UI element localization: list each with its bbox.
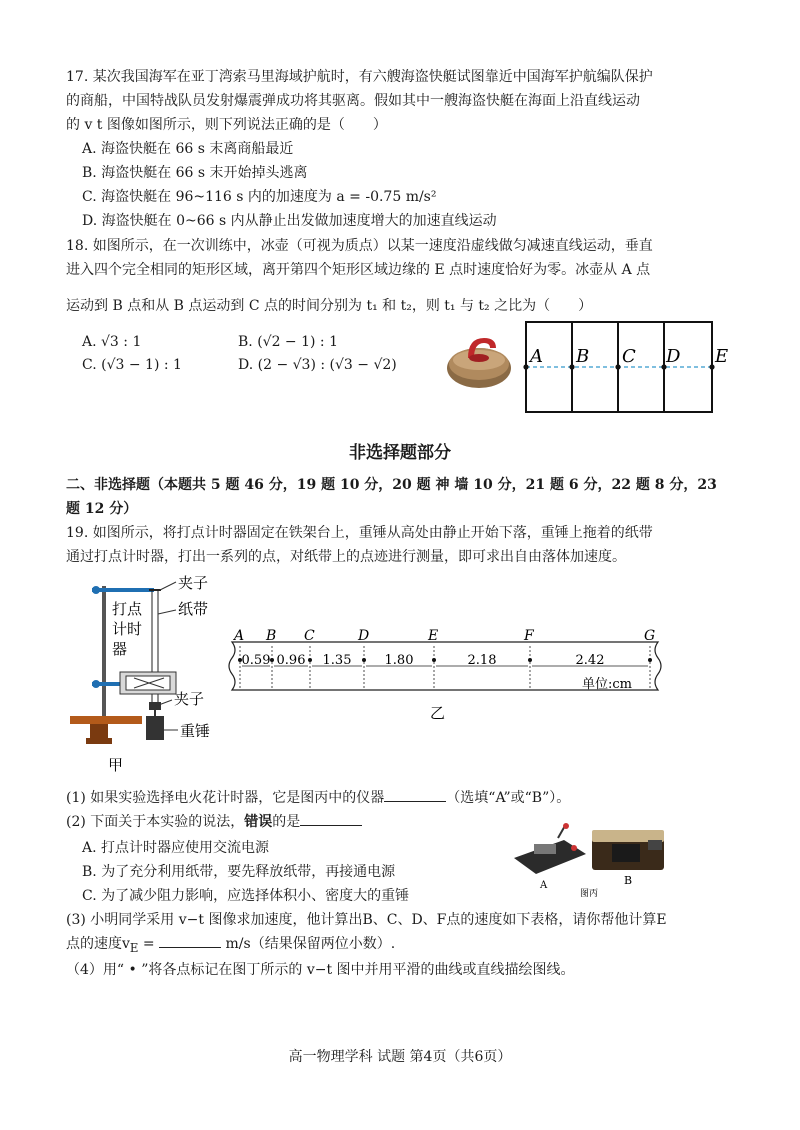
curling-stone-image — [444, 330, 514, 392]
label-tape: 纸带 — [178, 600, 209, 618]
q18-option-b: B. (√2 − 1) : 1 — [238, 334, 339, 350]
timer-label-b: B — [624, 874, 633, 887]
q17-line-2: 的商船，中国特战队员发射爆震弹成功将其驱离。假如其中一艘海盗快艇在海面上沿直线运动 — [66, 93, 640, 109]
q17-option-d: D. 海盗快艇在 0~66 s 内从静止出发做加速度增大的加速直线运动 — [82, 213, 497, 229]
tape-dot — [528, 658, 532, 662]
section-header-line-1: 二、非选择题（本题共 5 题 46 分，19 题 10 分，20 题 神 墙 10 分，21 题 6 分，22 题 8 分，23 — [66, 477, 717, 493]
tape-point-label: A — [234, 628, 245, 644]
label-timer-2: 计时 — [112, 620, 143, 638]
q17-line-3: 的 v t 图像如图所示，则下列说法正确的是（ ） — [66, 117, 387, 133]
q19-part-3-pre: 点的速度v — [66, 936, 130, 952]
q18-line-2: 进入四个完全相同的矩形区域，离开第四个矩形区域边缘的 E 点时速度恰好为零。冰壶从 A 点 — [66, 262, 651, 278]
q18-option-d: D. (2 − √3) : (√3 − √2) — [238, 357, 397, 373]
point-label-b: B — [576, 346, 590, 367]
q19-part-2-option-c: C. 为了减少阻力影响，应选择体积小、密度大的重锤 — [82, 888, 410, 904]
label-timer-1: 打点 — [112, 600, 143, 618]
label-clip-bottom: 夹子 — [174, 690, 205, 708]
q19-part-4: （4）用“ • ”将各点标记在图丁所示的 v−t 图中并用平滑的曲线或直线描绘图线。 — [66, 962, 575, 978]
page-footer: 高一物理学科 试题 第4页（共6页） — [288, 1049, 512, 1065]
q17-option-c: C. 海盗快艇在 96~116 s 内的加速度为 a = -0.75 m/s² — [82, 189, 437, 205]
q19-part-2 — [66, 811, 362, 833]
q19-part-1-blank[interactable] — [384, 787, 446, 802]
caption-yi: 乙 — [430, 704, 446, 722]
q19-part-1 — [66, 787, 570, 809]
tape-distance-label: 0.96 — [276, 653, 306, 668]
tape-unit: 单位:cm — [582, 677, 632, 692]
point-label-e: E — [715, 346, 729, 367]
tape-distance-label: 0.59 — [241, 653, 271, 668]
q19-part-2-option-b: B. 为了充分利用纸带，要先释放纸带，再接通电源 — [82, 864, 396, 880]
q19-part-2-pre: (2) 下面关于本实验的说法， — [66, 814, 245, 830]
figure-jia-apparatus — [64, 574, 234, 780]
caption-jia: 甲 — [108, 756, 124, 774]
q19-part-3-blank[interactable] — [159, 933, 221, 948]
tape-point-label: B — [266, 628, 277, 644]
tape-dot — [432, 658, 436, 662]
q17-option-b: B. 海盗快艇在 66 s 末开始掉头逃离 — [82, 165, 308, 181]
q19-part-2-option-a: A. 打点计时器应使用交流电源 — [82, 840, 270, 856]
section-header-line-2: 题 12 分） — [66, 501, 138, 517]
q19-part-2-blank[interactable] — [300, 811, 362, 826]
label-timer-3: 器 — [112, 640, 128, 658]
q19-part-3-post: m/s（结果保留两位小数）. — [221, 936, 396, 952]
q19-part-3-line-1: (3) 小明同学采用 v−t 图像求加速度，他计算出B、C、D、F点的速度如下表格，请你帮他计算E — [66, 912, 667, 928]
tape-point-label: D — [358, 628, 370, 644]
point-label-a: A — [530, 346, 543, 367]
tape-dot — [648, 658, 652, 662]
q19-intro-2: 通过打点计时器，打出一系列的点，对纸带上的点迹进行测量，即可求出自由落体加速度。 — [66, 549, 626, 565]
q17-option-a: A. 海盗快艇在 66 s 末离商船最近 — [82, 141, 294, 157]
q18-option-a: A. √3 : 1 — [82, 334, 142, 350]
tape-distance-label: 1.80 — [384, 653, 414, 668]
section-title: 非选择题部分 — [349, 443, 451, 463]
q18-line-1: 18. 如图所示，在一次训练中，冰壶（可视为质点）以某一速度沿虚线做匀减速直线运动，垂直 — [66, 238, 653, 254]
q19-part-1-tail: （选填“A”或“B”）。 — [446, 790, 571, 806]
point-label-d: D — [666, 346, 681, 367]
tape-distance-label: 2.18 — [467, 653, 497, 668]
q19-part-2-post: 的是 — [272, 814, 301, 830]
q18-option-c: C. (√3 − 1) : 1 — [82, 357, 182, 373]
tape-distance-label: 2.42 — [575, 653, 605, 668]
q17-line-1: 17. 某次我国海军在亚丁湾索马里海域护航时，有六艘海盗快艇试图靠近中国海军护航编队保护 — [66, 69, 653, 85]
tape-point-label: C — [304, 628, 315, 644]
curling-rect-regions — [520, 318, 740, 418]
tape-distance-label: 1.35 — [322, 653, 352, 668]
q19-part-3-sub: E — [129, 940, 139, 955]
figure-bing-timers — [508, 818, 698, 898]
q19-part-3-line-2 — [66, 933, 395, 959]
label-clip-top: 夹子 — [178, 574, 209, 592]
tape-point-label: G — [644, 628, 656, 644]
tape-dot — [270, 658, 274, 662]
q19-part-3-mid: = — [138, 936, 160, 952]
tape-point-label: F — [524, 628, 534, 644]
tape-point-label: E — [428, 628, 439, 644]
q19-part-2-emph: 错误 — [244, 814, 273, 830]
q19-intro-1: 19. 如图所示，将打点计时器固定在铁架台上，重锤从高处由静止开始下落，重锤上拖着的纸带 — [66, 525, 653, 541]
label-weight: 重锤 — [180, 722, 211, 740]
point-label-c: C — [622, 346, 636, 367]
caption-bing: 图丙 — [580, 889, 599, 898]
q19-part-1-text: (1) 如果实验选择电火花计时器，它是图丙中的仪器 — [66, 790, 385, 806]
figure-yi-tape — [226, 628, 676, 728]
tape-dot — [362, 658, 366, 662]
timer-label-a: A — [540, 880, 548, 891]
q18-line-3: 运动到 B 点和从 B 点运动到 C 点的时间分别为 t₁ 和 t₂，则 t₁ 与 t₂ 之比为（ ） — [66, 298, 593, 314]
tape-dot — [308, 658, 312, 662]
